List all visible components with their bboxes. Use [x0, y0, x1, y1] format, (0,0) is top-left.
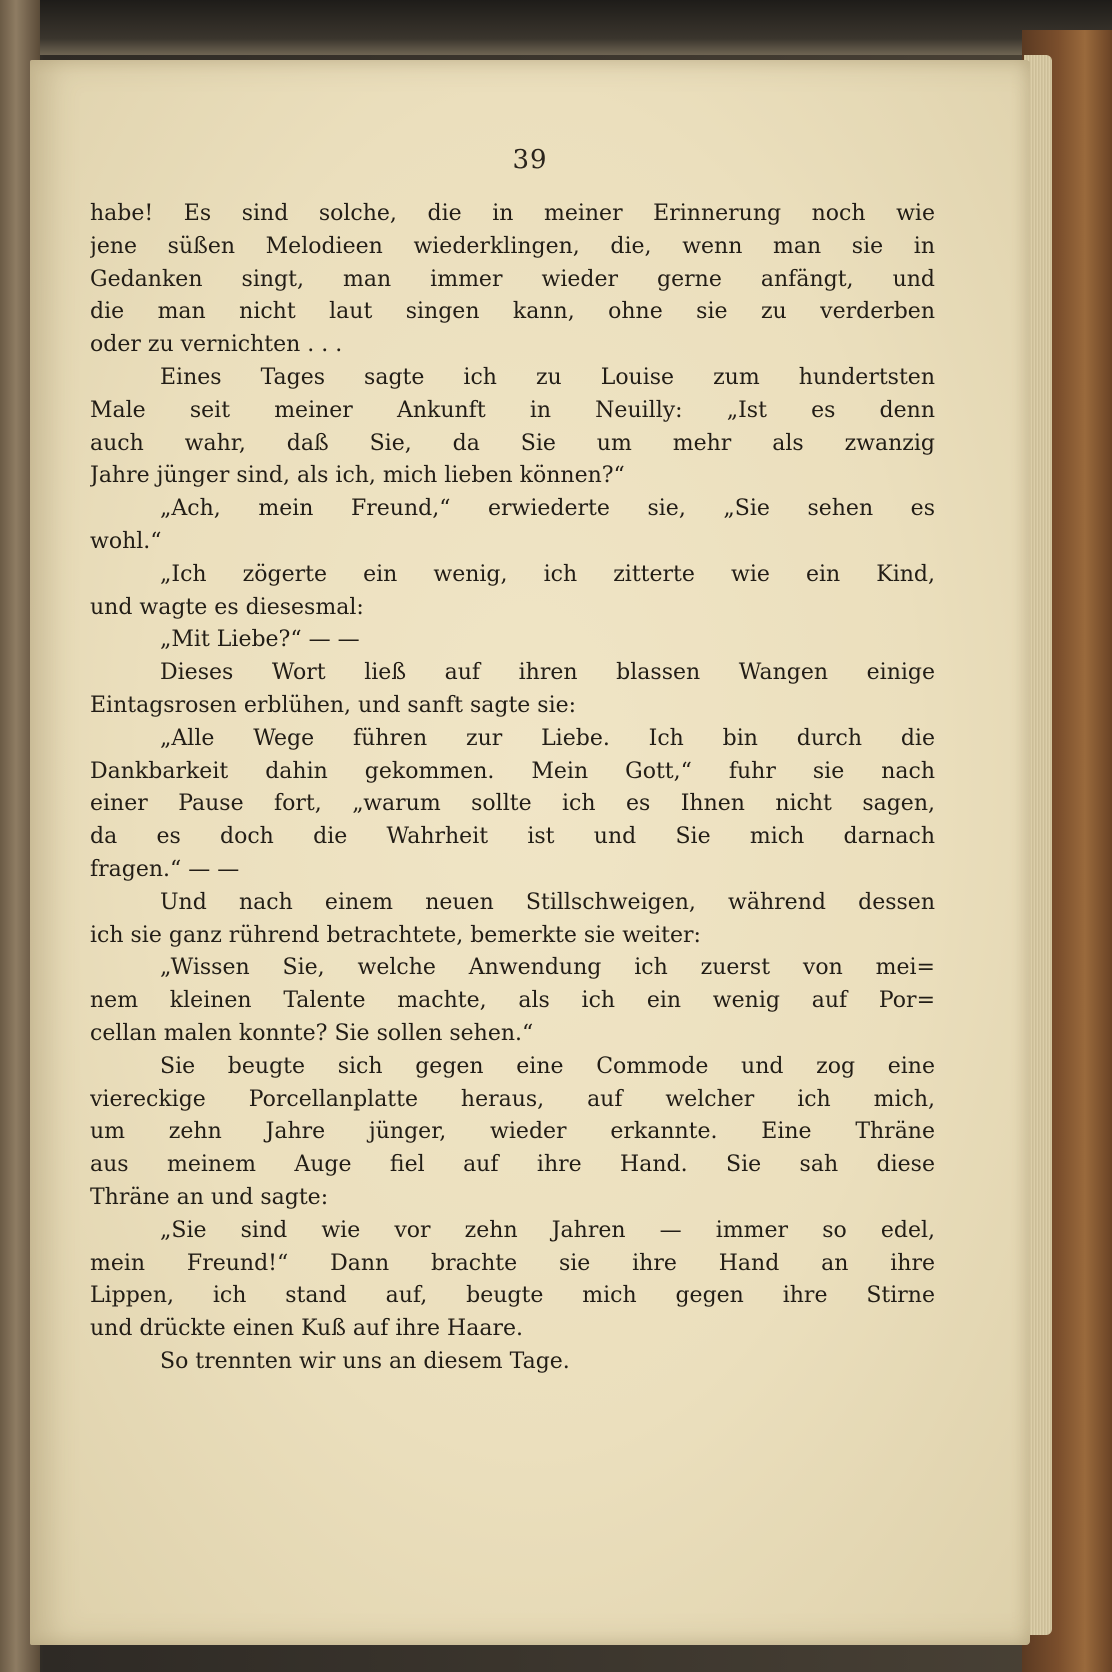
text-line: „Alle Wege führen zur Liebe. Ich bin durch die — [160, 725, 935, 751]
text-line: auch wahr, daß Sie, da Sie um mehr als zwanzig — [90, 430, 935, 456]
text-line: Gedanken singt, man immer wieder gerne anfängt, und — [90, 266, 935, 292]
text-line: „Ich zögerte ein wenig, ich zitterte wie ein Kind, — [160, 561, 935, 587]
text-line: da es doch die Wahrheit ist und Sie mich darnach — [90, 824, 935, 850]
text-line: einer Pause fort, „warum sollte ich es Ihnen nicht sagen, — [90, 791, 935, 817]
text-line: oder zu vernichten . . . — [90, 332, 343, 358]
text-line: wohl.“ — [90, 528, 162, 554]
text-line: ich sie ganz rührend betrachtete, bemerkte sie weiter: — [90, 922, 701, 948]
text-line: habe! Es sind solche, die in meiner Erinnerung noch wie — [90, 201, 935, 226]
text-line: Sie beugte sich gegen eine Commode und zog eine — [160, 1053, 935, 1079]
text-line: „Ach, mein Freund,“ erwiederte sie, „Sie sehen es — [160, 496, 935, 522]
text-line: fragen.“ — — — [90, 856, 240, 882]
text-line: „Wissen Sie, welche Anwendung ich zuerst von mei= — [160, 955, 935, 981]
text-line: Und nach einem neuen Stillschweigen, während dessen — [160, 889, 935, 915]
book-cover-top — [20, 0, 1112, 55]
text-line: und drückte einen Kuß auf ihre Haare. — [90, 1316, 524, 1342]
text-line: mein Freund!“ Dann brachte sie ihre Hand an ihre — [90, 1250, 935, 1276]
text-line: Thräne an und sagte: — [90, 1184, 329, 1210]
book-page — [30, 60, 1030, 1645]
page-number: 39 — [512, 145, 548, 175]
text-line: Dankbarkeit dahin gekommen. Mein Gott,“ fuhr sie nach — [90, 758, 935, 784]
text-line: um zehn Jahre jünger, wieder erkannte. Eine Thräne — [90, 1119, 935, 1145]
text-line: jene süßen Melodieen wiederklingen, die, wenn man sie in — [90, 233, 935, 259]
text-line: Jahre jünger sind, als ich, mich lieben können?“ — [90, 463, 625, 489]
text-line: Dieses Wort ließ auf ihren blassen Wangen einige — [160, 660, 935, 686]
text-line: cellan malen konnte? Sie sollen sehen.“ — [90, 1020, 534, 1046]
text-line: Eintagsrosen erblühen, und sanft sagte sie: — [90, 692, 577, 718]
text-line: nem kleinen Talente machte, als ich ein wenig auf Por= — [90, 988, 935, 1014]
text-line: „Mit Liebe?“ — — — [160, 627, 360, 653]
text-line: Eines Tages sagte ich zu Louise zum hundertsten — [160, 364, 935, 390]
body-text — [90, 198, 935, 1379]
text-line: „Sie sind wie vor zehn Jahren — immer so edel, — [160, 1217, 935, 1243]
text-line: Male seit meiner Ankunft in Neuilly: „Ist es denn — [90, 397, 935, 423]
text-line: die man nicht laut singen kann, ohne sie zu verderben — [90, 299, 935, 325]
text-line: So trennten wir uns an diesem Tage. — [160, 1348, 570, 1374]
text-line: viereckige Porcellanplatte heraus, auf welcher ich mich, — [90, 1086, 935, 1112]
text-line: Lippen, ich stand auf, beugte mich gegen ihre Stirne — [90, 1283, 935, 1309]
text-line: aus meinem Auge fiel auf ihre Hand. Sie sah diese — [90, 1152, 935, 1178]
text-line: und wagte es diesesmal: — [90, 594, 364, 620]
